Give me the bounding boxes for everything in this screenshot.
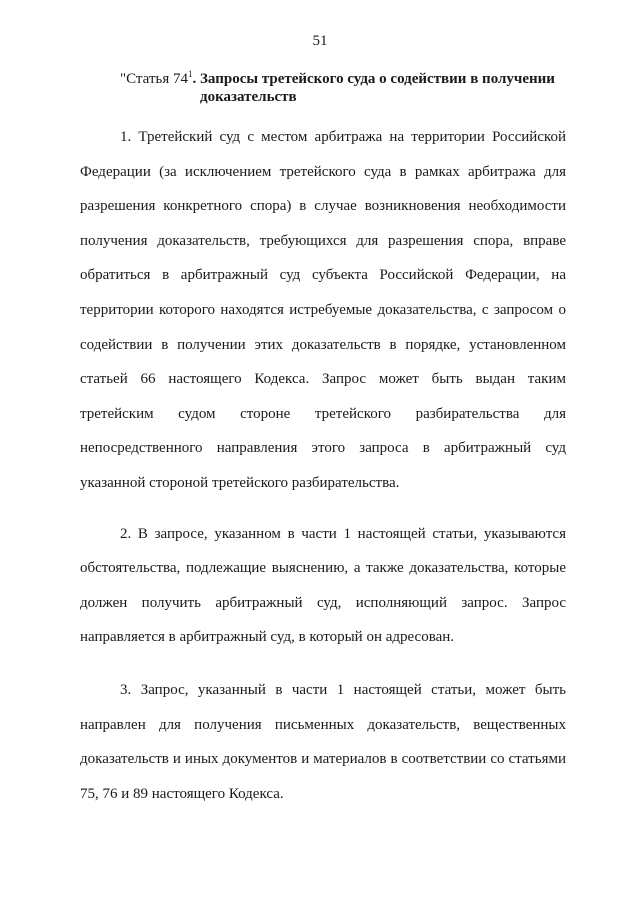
article-superscript: 1: [187, 69, 193, 79]
paragraph-1: 1. Третейский суд с местом арбитража на территории Российской Федерации (за исключением третейского суда в рамках арбитража для разрешения конкретного спора) в случае возникновения необходимости получения доказательств, требующихся для разрешения спора, вправе обратиться в арбитражный суд субъекта Российской Федерации, на территории которого находятся истребуемые доказательства, с запросом о содействии в получении этих доказательств в порядке, установленном статьей 66 настоящего Кодекса. Запрос может быть выдан таким третейским судом стороне третейского разбирательства для непосредственного направления этого запроса в арбитражный суд указанной стороной третейского разбирательства.: [80, 129, 566, 491]
article-title-line2: доказательств: [200, 89, 297, 105]
page-number: 51: [312, 33, 328, 49]
paragraph-3: 3. Запрос, указанный в части 1 настоящей статьи, может быть направлен для получения письменных доказательств, вещественных доказательств и иных документов и материалов в соответствии со статьями 75, 76 и 89 настоящего Кодекса.: [80, 681, 566, 802]
paragraph-2: 2. В запросе, указанном в части 1 настоящей статьи, указываются обстоятельства, подлежащие выяснению, а также доказательства, которые должен получить арбитражный суд, исполняющий запрос. Запрос направляется в арбитражный суд, в который он адресован.: [80, 525, 566, 646]
article-heading: [120, 70, 570, 106]
article-number: "Статья 74: [120, 71, 188, 87]
article-title-line1: . Запросы третейского суда о содействии в получении: [192, 71, 555, 87]
article-body: [80, 120, 566, 825]
